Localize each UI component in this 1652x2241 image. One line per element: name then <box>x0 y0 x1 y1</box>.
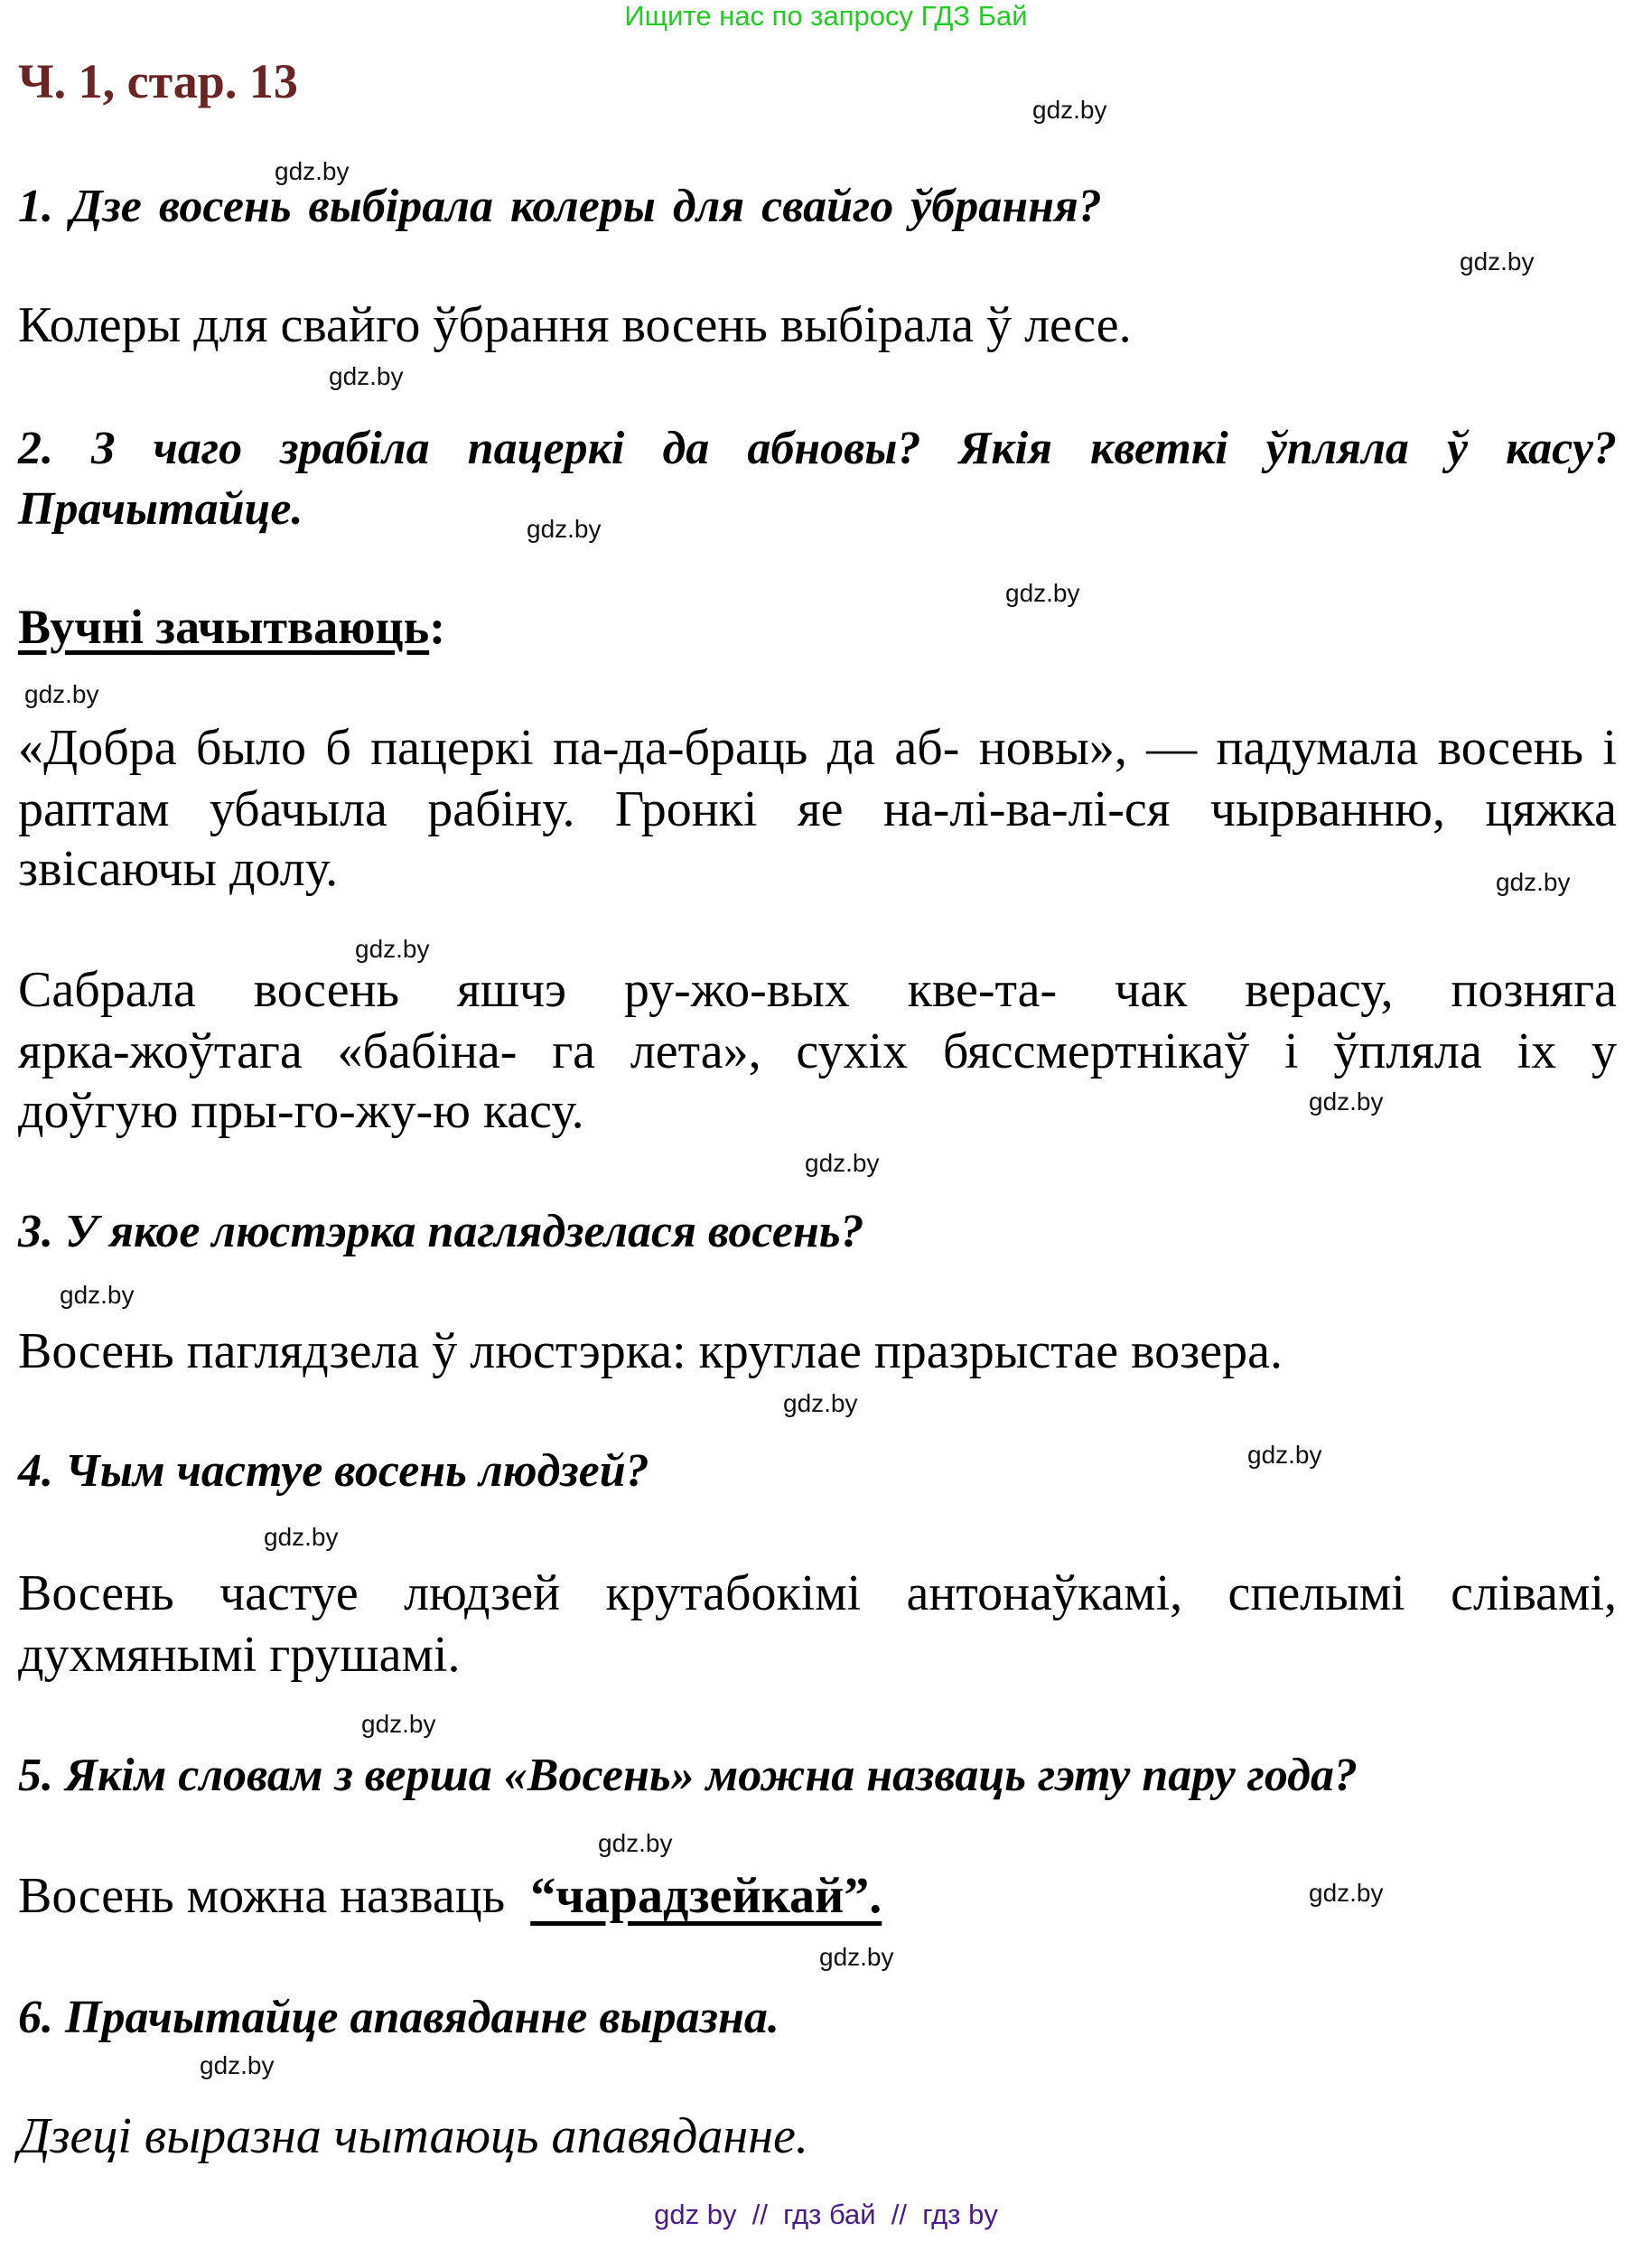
watermark: gdz.by <box>329 362 404 390</box>
answer-1: Колеры для свайго ўбрання восень выбірала ў лесе. <box>18 297 1132 353</box>
paragraph-2-line-3: доўгую пры-го-жу-ю касу. <box>18 1083 584 1139</box>
watermark: gdz.by <box>783 1389 858 1417</box>
paragraph-1-line-3: звісаючы долу. <box>18 841 339 897</box>
watermark: gdz.by <box>264 1523 339 1551</box>
watermark: gdz.by <box>1309 1879 1384 1907</box>
watermark: gdz.by <box>361 1710 436 1738</box>
answer-4-line-1: Восень частуе людзей крутабокімі антонаўкамі, спелымі слівамі, <box>18 1565 1617 1621</box>
watermark: gdz.by <box>60 1281 135 1309</box>
question-5: 5. Якім словам з верша «Восень» можна назваць гэту пару года? <box>18 1750 1358 1801</box>
answer-5-prefix: Восень можна назваць <box>18 1868 531 1924</box>
paragraph-1-line-1: «Добра было б пацеркі па-да-браць да аб- новы», — падумала восень і <box>18 720 1617 776</box>
question-2-line-2: Прачытайце. <box>18 483 303 535</box>
paragraph-1-line-2: раптам убачыла рабіну. Гронкі яе на-лі-ва-лі-ся чырванню, цяжка <box>18 781 1617 837</box>
watermark: gdz.by <box>527 515 602 543</box>
paragraph-2-line-1: Сабрала восень яшчэ ру-жо-вых кве-та- чак верасу, позняга <box>18 962 1617 1018</box>
watermark: gdz.by <box>1005 579 1080 607</box>
watermark: gdz.by <box>1496 868 1571 896</box>
page-title: Ч. 1, стар. 13 <box>18 54 298 108</box>
watermark: gdz.by <box>805 1149 880 1177</box>
watermark: gdz.by <box>1247 1441 1322 1469</box>
subheading-colon: : <box>429 600 446 654</box>
answer-3: Восень паглядзела ў люстэрка: круглае празрыстае возера. <box>18 1323 1283 1379</box>
watermark: gdz.by <box>1032 96 1107 124</box>
watermark: gdz.by <box>275 157 350 185</box>
watermark: gdz.by <box>355 935 430 963</box>
footer-links: gdz by // гдз бай // гдз by <box>654 2199 998 2230</box>
answer-4-line-2: духмянымі грушамі. <box>18 1627 461 1683</box>
watermark: gdz.by <box>1460 247 1535 275</box>
watermark: gdz.by <box>819 1943 894 1971</box>
watermark: gdz.by <box>1309 1088 1384 1116</box>
watermark: gdz.by <box>598 1829 673 1857</box>
question-1: 1. Дзе восень выбірала колеры для свайго ўбрання? <box>18 181 1102 232</box>
answer-6: Дзеці выразна чытаюць апавяданне. <box>18 2108 808 2164</box>
answer-5 <box>18 1865 882 1927</box>
answer-5-highlight: “чарадзейкай”. <box>530 1868 882 1924</box>
question-6: 6. Прачытайце апавяданне выразна. <box>18 1992 779 2043</box>
watermark: gdz.by <box>200 2051 275 2079</box>
question-2-line-1: 2. З чаго зрабіла пацеркі да абновы? Якія кветкі ўпляла ў касу? <box>18 423 1617 474</box>
subheading-students-read <box>18 596 445 658</box>
question-4: 4. Чым частуе восень людзей? <box>18 1445 649 1497</box>
watermark: gdz.by <box>24 680 99 708</box>
subheading-text: Вучні зачытваюць <box>18 600 430 654</box>
question-3: 3. У якое люстэрка паглядзелася восень? <box>18 1206 864 1257</box>
paragraph-2-line-2: ярка-жоўтага «бабіна- га лета», сухіх бяссмертнікаў і ўпляла іх у <box>18 1023 1617 1079</box>
search-banner: Ищите нас по запросу ГДЗ Бай <box>624 0 1028 32</box>
